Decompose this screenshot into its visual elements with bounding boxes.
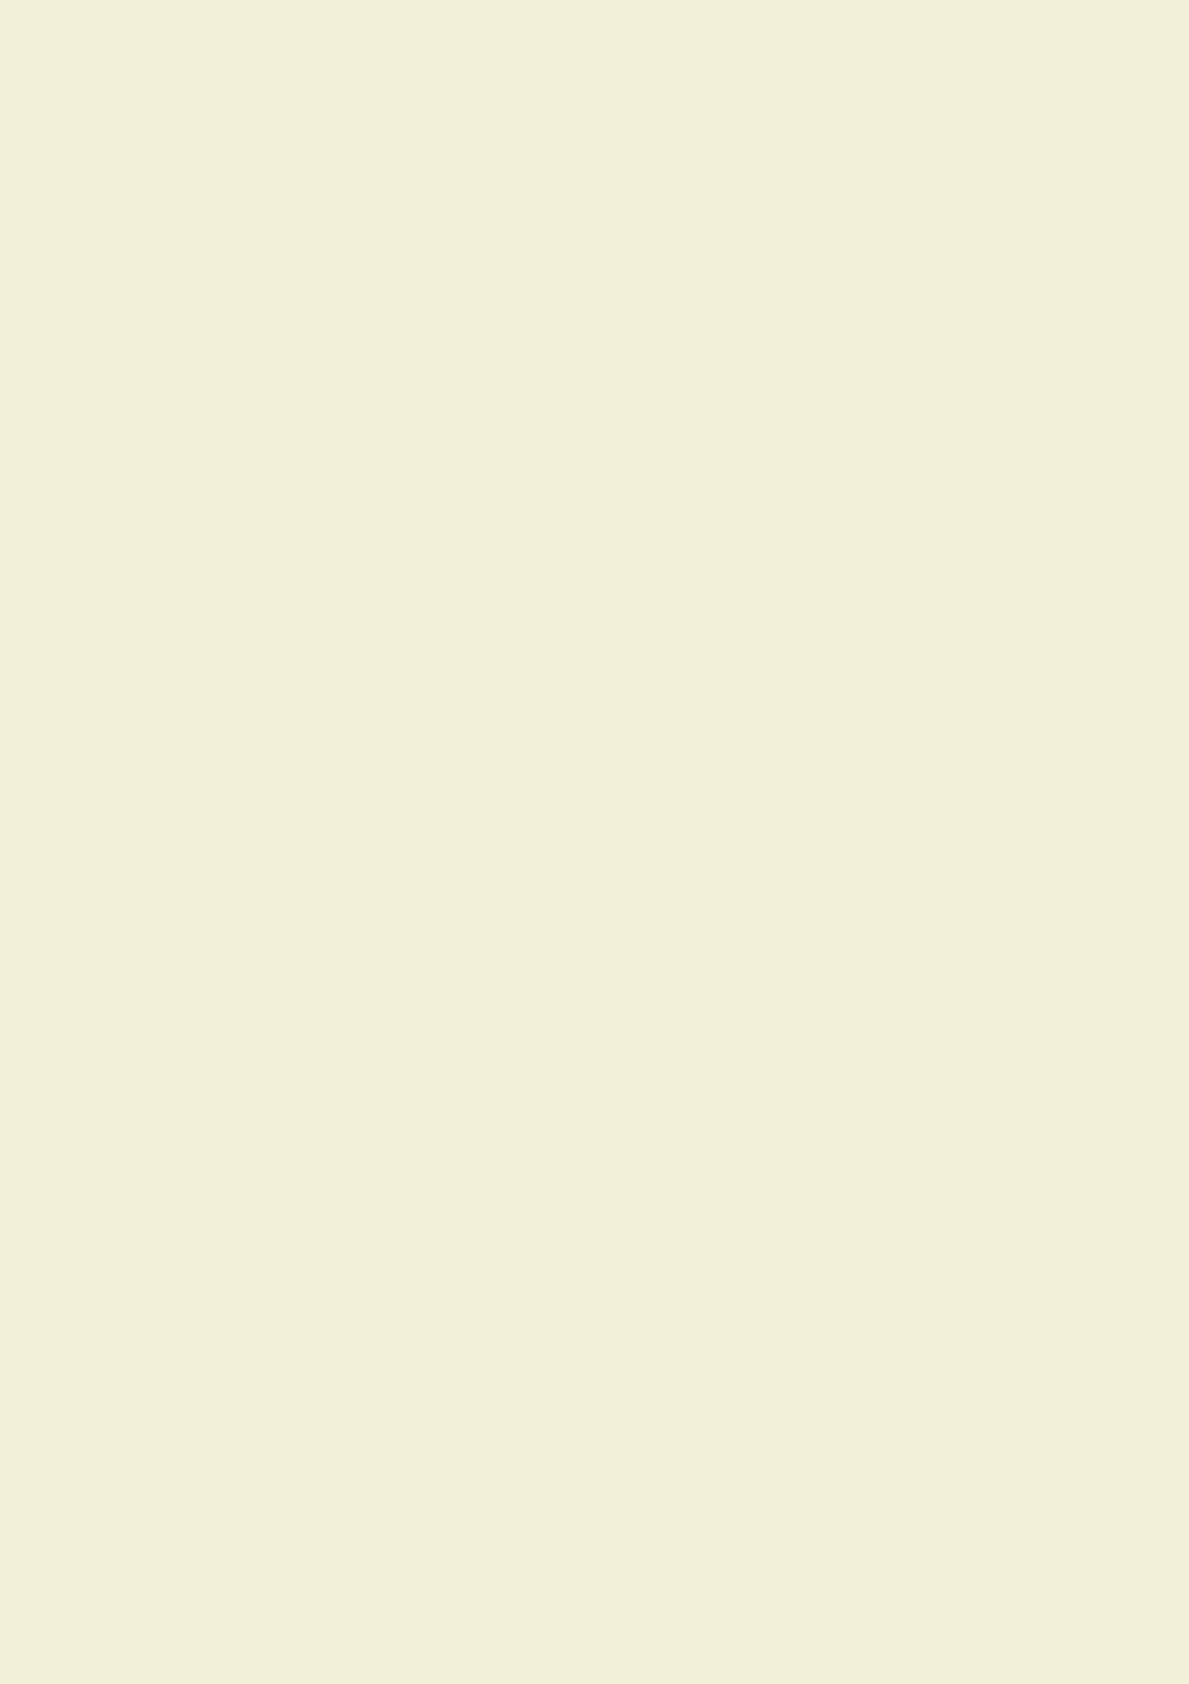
method-column [542, 300, 1102, 342]
spis-godt-logo [915, 66, 1145, 166]
ingredients-column [116, 300, 516, 383]
